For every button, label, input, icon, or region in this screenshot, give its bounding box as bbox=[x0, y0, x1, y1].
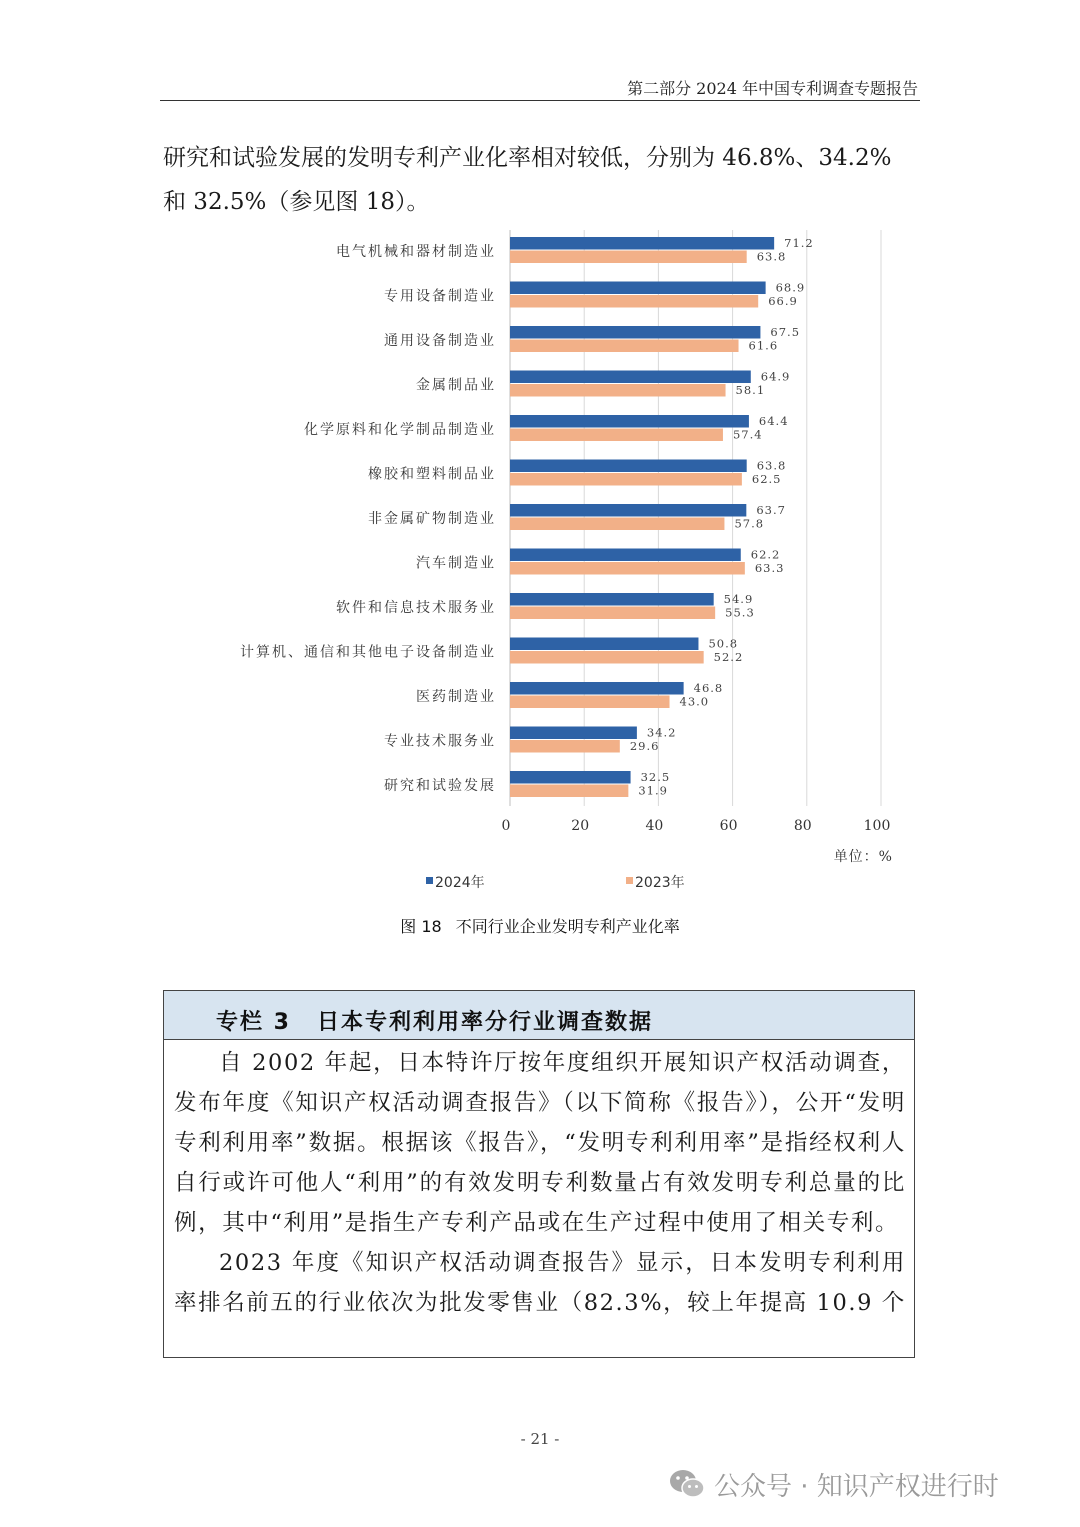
data-label: 63.3 bbox=[754, 561, 785, 575]
x-tick-label: 0 bbox=[501, 818, 511, 834]
data-label: 62.2 bbox=[750, 547, 781, 562]
box-title-band bbox=[164, 991, 914, 1040]
bar-2023 bbox=[510, 740, 620, 753]
data-label: 50.8 bbox=[708, 636, 739, 651]
bar-2023 bbox=[510, 696, 670, 709]
bar-2024 bbox=[510, 771, 631, 784]
data-label: 71.2 bbox=[784, 236, 814, 250]
box-label: 专栏 3 bbox=[216, 1010, 291, 1035]
bar-2023 bbox=[510, 651, 704, 664]
category-label: 金属制品业 bbox=[416, 377, 496, 394]
category-label: 计算机、通信和其他电子设备制造业 bbox=[240, 644, 496, 661]
data-label: 63.8 bbox=[756, 458, 787, 473]
x-tick-label: 20 bbox=[571, 818, 590, 834]
bar-2024 bbox=[510, 326, 760, 339]
category-label: 软件和信息技术服务业 bbox=[336, 600, 496, 616]
running-header: 第二部分 2024 年中国专利调查专题报告 bbox=[627, 79, 918, 98]
legend-label: 2023年 bbox=[635, 875, 685, 891]
category-label: 化学原料和化学制品制造业 bbox=[304, 422, 496, 438]
category-label: 医药制造业 bbox=[416, 689, 496, 705]
bar-2024 bbox=[510, 415, 749, 428]
legend-swatch bbox=[426, 877, 433, 884]
bar-2023 bbox=[510, 785, 628, 798]
unit-label: 单位：% bbox=[833, 849, 893, 865]
category-label: 专业技术服务业 bbox=[384, 733, 496, 750]
watermark bbox=[668, 1462, 1068, 1506]
bar-2023 bbox=[510, 562, 745, 575]
data-label: 43.0 bbox=[679, 694, 710, 709]
intro-line-1: 研究和试验发展的发明专利产业化率相对较低，分别为 46.8%、34.2% bbox=[163, 145, 892, 171]
data-label: 52.2 bbox=[713, 650, 744, 664]
category-label: 汽车制造业 bbox=[416, 555, 496, 572]
x-tick-label: 80 bbox=[793, 818, 812, 834]
category-label: 电气机械和器材制造业 bbox=[336, 244, 496, 260]
data-label: 62.5 bbox=[751, 472, 782, 486]
bar-2023 bbox=[510, 473, 742, 486]
bar-2024 bbox=[510, 727, 637, 740]
bar-2023 bbox=[510, 340, 739, 353]
legend-label: 2024年 bbox=[435, 875, 485, 891]
data-label: 66.9 bbox=[768, 294, 798, 308]
figure-caption-text: 不同行业企业发明专利产业化率 bbox=[455, 917, 680, 936]
bar-2023 bbox=[510, 607, 715, 620]
figure-number: 图 18 bbox=[400, 917, 442, 936]
bar-2024 bbox=[510, 549, 741, 562]
intro-line-2: 和 32.5%（参见图 18）。 bbox=[163, 189, 430, 215]
box-body bbox=[174, 1043, 906, 1323]
data-label: 63.7 bbox=[756, 503, 786, 517]
data-label: 57.4 bbox=[732, 427, 763, 442]
figure-caption bbox=[0, 914, 1080, 937]
box-paragraph-2: 2023 年度《知识产权活动调查报告》显示，日本发明专利利用率排名前五的行业依次为批发零售业（82.3%，较上年提高 10.9 个 bbox=[174, 1250, 906, 1316]
data-label: 55.3 bbox=[725, 605, 755, 620]
bar-2023 bbox=[510, 251, 747, 264]
data-label: 58.1 bbox=[735, 383, 766, 397]
data-label: 54.9 bbox=[723, 592, 754, 606]
x-tick-label: 100 bbox=[863, 818, 891, 834]
category-label: 研究和试验发展 bbox=[384, 778, 496, 794]
bar-2024 bbox=[510, 593, 714, 606]
category-label: 专用设备制造业 bbox=[384, 288, 496, 305]
bar-2024 bbox=[510, 460, 747, 473]
category-label: 非金属矿物制造业 bbox=[368, 511, 496, 527]
box-title-text: 日本专利利用率分行业调查数据 bbox=[316, 1010, 653, 1035]
legend-swatch bbox=[626, 877, 633, 884]
bar-2024 bbox=[510, 504, 746, 517]
data-label: 57.8 bbox=[734, 516, 765, 531]
box-title bbox=[216, 1005, 653, 1036]
data-label: 64.4 bbox=[758, 414, 789, 428]
wechat-icon bbox=[668, 1468, 706, 1500]
data-label: 29.6 bbox=[629, 739, 660, 753]
column-box bbox=[163, 990, 915, 1358]
bar-2024 bbox=[510, 282, 766, 295]
data-label: 63.8 bbox=[756, 249, 787, 264]
box-paragraph-1: 自 2002 年起，日本特许厅按年度组织开展知识产权活动调查，发布年度《知识产权活动调查报告》（以下简称《报告》），公开“发明专利利用率”数据。根据该《报告》，“发明专利利用率”是指经权利人自行或许可他人“利用”的有效发明专利数量占有效发明专利总量的比例，其中“利用”是指生产专利产品或在生产过程中使用了相关专利。 bbox=[174, 1050, 906, 1236]
bar-2023 bbox=[510, 384, 726, 397]
bar-2023 bbox=[510, 295, 758, 308]
watermark-text: 公众号 · 知识产权进行时 bbox=[714, 1471, 999, 1502]
data-label: 67.5 bbox=[770, 325, 801, 339]
data-label: 34.2 bbox=[646, 725, 677, 740]
x-tick-label: 40 bbox=[645, 818, 664, 834]
bar-2024 bbox=[510, 371, 751, 384]
bar-2024 bbox=[510, 237, 774, 250]
bar-2023 bbox=[510, 429, 723, 442]
data-label: 64.9 bbox=[760, 369, 791, 384]
data-label: 32.5 bbox=[640, 770, 671, 784]
bar-2024 bbox=[510, 638, 698, 651]
bar-2023 bbox=[510, 518, 724, 531]
data-label: 46.8 bbox=[693, 681, 724, 695]
page-number: - 21 - bbox=[520, 1430, 560, 1448]
category-label: 橡胶和塑料制品业 bbox=[368, 466, 496, 483]
category-label: 通用设备制造业 bbox=[384, 333, 496, 349]
data-label: 68.9 bbox=[775, 280, 806, 295]
bar-2024 bbox=[510, 682, 684, 695]
data-label: 31.9 bbox=[638, 783, 668, 798]
data-label: 61.6 bbox=[748, 338, 779, 353]
x-tick-label: 60 bbox=[719, 818, 738, 834]
